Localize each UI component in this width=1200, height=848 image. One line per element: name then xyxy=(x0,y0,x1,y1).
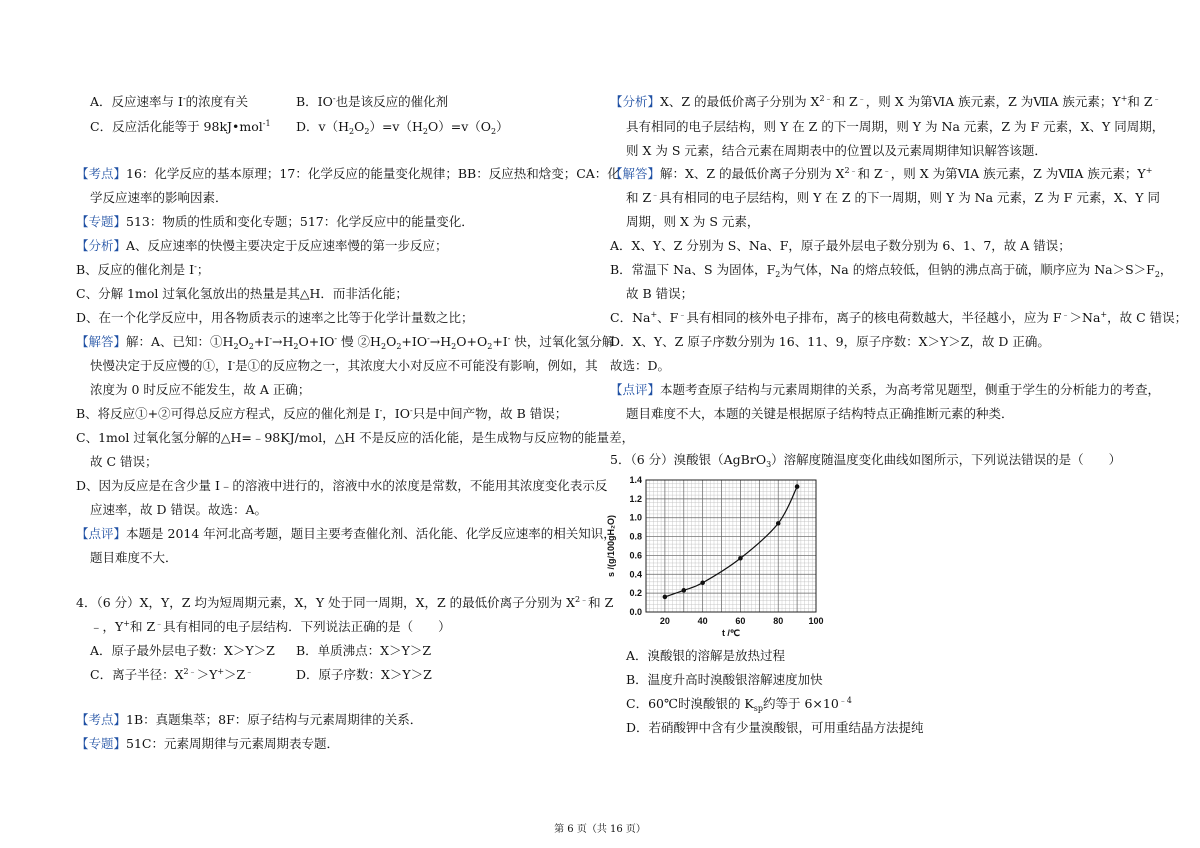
text: ，则 X 为第ⅥA 族元素，Z 为ⅦA 族元素；Y xyxy=(890,166,1146,181)
sup: ﹣ xyxy=(857,94,866,103)
text: B．常温下 Na、S 为固体，F xyxy=(610,262,776,277)
sup: 2﹣ xyxy=(819,94,833,103)
sup: ﹣ xyxy=(1152,94,1161,103)
q4-kaodian xyxy=(76,712,422,728)
y-tick-label: 1.4 xyxy=(629,475,642,485)
r-jieda-b-1 xyxy=(610,262,1172,278)
page-footer: 第 6 页（共 16 页） xyxy=(554,824,646,835)
sup: 2﹣ xyxy=(844,166,858,175)
text: 和 Z xyxy=(857,166,883,181)
text: 5．（6 分）溴酸银（AgBrO xyxy=(610,452,767,467)
text: ，Y xyxy=(102,619,124,634)
text: ）=v（H xyxy=(369,119,423,134)
sub: 2 xyxy=(293,342,299,351)
jieda-line-7: D、因为反应是在含少量 I﹣的溶液中进行的，溶液中水的浓度是常数，不能用其浓度变化表示反 xyxy=(76,478,608,493)
jieda-line-6: 故 C 错误； xyxy=(90,454,158,469)
jieda-line-4 xyxy=(76,406,567,422)
text: 、F xyxy=(657,310,679,325)
r-jieda-d: D．X、Y、Z 原子序数分别为 16、11、9，原子序数：X＞Y＞Z，故 D 正确。 xyxy=(610,334,1050,349)
fenxi-line-3: C、分解 1mol 过氧化氢放出的热量是其△H．而非活化能； xyxy=(76,286,408,301)
tag: 【点评】 xyxy=(76,526,127,541)
sup: 2﹣ xyxy=(183,667,197,676)
zhuanti-line xyxy=(76,214,474,230)
q4-stem-1 xyxy=(76,595,613,611)
text: 为气体，Na 的熔点较低，但钠的沸点高于硫，顺序应为 Na＞S＞F xyxy=(780,262,1155,277)
data-point xyxy=(663,595,668,600)
text: C．反应活化能等于 98kJ•mol xyxy=(90,119,263,134)
kaodian-line-1 xyxy=(76,166,620,182)
q4-zhuanti xyxy=(76,736,339,752)
q3-option-c xyxy=(90,119,271,135)
y-tick-label: 0.0 xyxy=(629,607,642,617)
x-tick-label: 20 xyxy=(659,616,670,626)
r-fenxi-line-3: 则 X 为 S 元素，结合元素在周期表中的位置以及元素周期律知识解答该题． xyxy=(626,143,1047,158)
sub: sp xyxy=(753,704,763,713)
text: 解：X、Z 的最低价离子分别为 X xyxy=(660,166,845,181)
q3-option-d xyxy=(296,119,509,135)
fenxi-line-4: D、在一个化学反应中，用各物质表示的速率之比等于化学计量数之比； xyxy=(76,310,474,325)
text: 快，过氧化氢分解 xyxy=(510,334,615,349)
text: ＞Y xyxy=(196,667,218,682)
x-tick-label: 100 xyxy=(808,616,824,626)
text: 约等于 6×10 xyxy=(763,696,839,711)
sup: + xyxy=(217,667,225,676)
text: 4．（6 分）X，Y，Z 均为短周期元素，X，Y 处于同一周期，X，Z 的最低价离子分别为 X xyxy=(76,595,575,610)
text: X、Z 的最低价离子分别为 X xyxy=(660,94,820,109)
plot-frame xyxy=(646,480,816,612)
text: 本题是 2014 年河北高考题，题目主要考查催化剂、活化能、化学反应速率的相关知识， xyxy=(126,526,616,541)
text: 是①的反应物之一，其浓度大小对反应不可能没有影响，例如，其 xyxy=(235,358,598,373)
r-jieda-line-3: 周期，则 X 为 S 元素， xyxy=(626,214,760,229)
text: B．IO xyxy=(296,94,333,109)
text: +I xyxy=(253,334,270,349)
sup: - xyxy=(427,334,430,343)
text: A．反应速率与 I xyxy=(90,94,183,109)
sup: + xyxy=(1145,166,1153,175)
y-tick-label: 1.2 xyxy=(629,493,642,504)
q4-option-b: B．单质沸点：X＞Y＞Z xyxy=(296,643,432,658)
text: D．v（H xyxy=(296,119,349,134)
text: O xyxy=(386,334,397,349)
sup: - xyxy=(332,94,336,103)
text: O xyxy=(354,119,365,134)
text: 513：物质的性质和变化专题；517：化学反应中的能量变化． xyxy=(126,214,474,229)
text: A、反应速率的快慢主要决定于反应速率慢的第一步反应； xyxy=(126,238,448,253)
q5-option-a: A．溴酸银的溶解是放热过程 xyxy=(626,648,786,663)
y-tick-label: 0.8 xyxy=(629,531,642,542)
y-tick-label: 0.4 xyxy=(629,569,642,580)
data-point xyxy=(700,580,705,585)
sub: 2 xyxy=(491,127,497,136)
sup: + xyxy=(1100,310,1108,319)
text: 具有相同的电子层结构．下列说法正确的是（ ） xyxy=(163,619,451,634)
sub: 2 xyxy=(396,342,402,351)
chart-grid xyxy=(646,480,816,612)
tag: 【考点】 xyxy=(76,712,127,727)
text: 和 Z xyxy=(129,619,156,634)
y-tick-label: 0.6 xyxy=(629,550,642,561)
sub: 2 xyxy=(233,342,239,351)
x-tick-labels xyxy=(660,616,824,626)
r-jieda-a: A．X、Y、Z 分别为 S、Na、F，原子最外层电子数分别为 6、1、7，故 A 错误； xyxy=(610,238,1071,253)
tag: 【分析】 xyxy=(76,238,127,253)
text: ，则 X 为第ⅥA 族元素，Z 为ⅦA 族元素；Y xyxy=(865,94,1121,109)
sub: 2 xyxy=(487,342,493,351)
y-tick-label: 1.0 xyxy=(629,512,642,523)
r-jieda-line-2 xyxy=(626,190,1160,206)
r-jieda-c xyxy=(610,310,1187,326)
text: ）溶解度随温度变化曲线如图所示，下列说法错误的是（ ） xyxy=(771,452,1122,467)
text: O+O xyxy=(456,334,488,349)
text: 具有相同的电子层结构，则 Y 在 Z 的下一周期，则 Y 为 Na 元素，Z 为 F 元素，X、Y 同 xyxy=(659,190,1160,205)
sub: 2 xyxy=(349,127,355,136)
y-axis-label: s /(g/100gH₂O) xyxy=(606,514,616,578)
solubility-curve xyxy=(665,487,797,597)
sup: - xyxy=(232,358,236,367)
fenxi-line-2 xyxy=(76,262,209,278)
solubility-chart xyxy=(600,470,830,640)
text: ，故 C 错误； xyxy=(1107,310,1188,325)
sup: -1 xyxy=(262,119,271,128)
x-tick-label: 80 xyxy=(773,616,784,626)
sup: ﹣ xyxy=(651,190,660,199)
dianping-line-1 xyxy=(76,526,616,542)
dianping-line-2: 题目难度不大． xyxy=(90,550,178,565)
jieda-line-8: 应速率，故 D 错误。故选：A。 xyxy=(90,502,267,517)
tag: 【考点】 xyxy=(76,166,127,181)
r-fenxi-line-1 xyxy=(610,94,1161,110)
sup: + xyxy=(650,310,658,319)
text: 和 Z xyxy=(626,190,652,205)
text: ，IO xyxy=(382,406,410,421)
sub: 3 xyxy=(766,460,772,469)
text: 和 Z xyxy=(832,94,858,109)
text: C．60℃时溴酸银的 K xyxy=(626,696,754,711)
data-point xyxy=(776,521,781,526)
sub: 2 xyxy=(248,342,254,351)
q5-option-c xyxy=(626,696,852,712)
text: 解：A、已知：①H xyxy=(126,334,234,349)
sub: 2 xyxy=(1154,270,1160,279)
sup: - xyxy=(334,334,338,343)
sup: ﹣ xyxy=(1061,310,1070,319)
tag: 【分析】 xyxy=(610,94,661,109)
text: 慢 ②H xyxy=(337,334,381,349)
y-tick-labels xyxy=(629,475,642,617)
text: O）=v（O xyxy=(427,119,491,134)
sup: - xyxy=(409,406,413,415)
sup: ﹣ xyxy=(155,619,164,628)
text: +I xyxy=(492,334,508,349)
fenxi-line-1 xyxy=(76,238,448,254)
sup: - xyxy=(182,94,186,103)
text: ； xyxy=(196,262,210,277)
text: 16：化学反应的基本原理；17：化学反应的能量变化规律；BB：反应热和焓变；CA：化 xyxy=(126,166,620,181)
r-fenxi-line-2: 具有相同的电子层结构，则 Y 在 Z 的下一周期，则 Y 为 Na 元素，Z 为 F 元素，X、Y 同周期， xyxy=(626,119,1165,134)
tag: 【专题】 xyxy=(76,214,127,229)
tag: 【解答】 xyxy=(610,166,661,181)
data-point xyxy=(738,556,743,561)
text: ， xyxy=(1159,262,1173,277)
text: 1B：真题集萃；8F：原子结构与元素周期律的关系． xyxy=(126,712,423,727)
text: ＞Z xyxy=(224,667,246,682)
text: →H xyxy=(429,334,452,349)
text: ＞Na xyxy=(1069,310,1101,325)
sup: ﹣ xyxy=(882,166,891,175)
r-dianping-line-1 xyxy=(610,382,1160,398)
sub: 2 xyxy=(380,342,387,351)
q4-option-a: A．原子最外层电子数：X＞Y＞Z xyxy=(90,643,275,658)
text: B、反应的催化剂是 I xyxy=(76,262,195,277)
text: 具有相同的核外电子排布，离子的核电荷数越大，半径越小，应为 F xyxy=(686,310,1062,325)
sub: 2 xyxy=(775,270,781,279)
r-jieda-b-2: 故 B 错误； xyxy=(626,286,694,301)
tag: 【专题】 xyxy=(76,736,127,751)
tag: 【解答】 xyxy=(76,334,127,349)
r-jieda-line-1 xyxy=(610,166,1152,182)
text: 和 Z xyxy=(588,595,614,610)
jieda-line-3: 浓度为 0 时反应不能发生，故 A 正确； xyxy=(90,382,311,397)
text: 也是该反应的催化剂 xyxy=(335,94,449,109)
text: 51C：元素周期律与元素周期表专题． xyxy=(126,736,339,751)
q4-stem-2 xyxy=(90,619,451,635)
text: ） xyxy=(496,119,509,134)
sup: ﹣4 xyxy=(838,696,852,705)
q5-option-b: B．温度升高时溴酸银溶解速度加快 xyxy=(626,672,823,687)
sup: - xyxy=(194,262,197,271)
q5-option-d: D．若硝酸钾中含有少量溴酸银，可用重结晶方法提纯 xyxy=(626,720,924,735)
sup: + xyxy=(1120,94,1128,103)
text: 本题考查原子结构与元素周期律的关系，为高考常见题型，侧重于学生的分析能力的考查， xyxy=(660,382,1161,397)
text: 的浓度有关 xyxy=(185,94,249,109)
data-point xyxy=(681,588,686,593)
text: +IO xyxy=(401,334,428,349)
text: →H xyxy=(272,334,294,349)
text: O xyxy=(238,334,249,349)
x-axis-label: t /℃ xyxy=(721,628,741,638)
sup: - xyxy=(507,334,511,343)
data-point xyxy=(795,484,800,489)
jieda-line-2 xyxy=(90,358,598,374)
text: O+IO xyxy=(298,334,335,349)
sup: 2﹣ xyxy=(575,595,589,604)
sup: - xyxy=(269,334,273,343)
text: 和 Z xyxy=(1127,94,1153,109)
q3-option-b xyxy=(296,94,448,110)
kaodian-line-2: 学反应速率的影响因素． xyxy=(90,190,228,205)
r-dianping-line-2: 题目难度不大，本题的关键是根据原子结构特点正确推断元素的种类． xyxy=(626,406,1014,421)
sub: 2 xyxy=(451,342,457,351)
sup: - xyxy=(379,406,383,415)
sub: 2 xyxy=(422,127,428,136)
sup: ﹣ xyxy=(245,667,254,676)
jieda-line-5: C、1mol 过氧化氢分解的△H=﹣98KJ/mol，△H 不是反应的活化能，是生成物与反应物的能量差， xyxy=(76,430,635,445)
sup: ﹣ xyxy=(678,310,687,319)
tag: 【点评】 xyxy=(610,382,661,397)
y-tick-label: 0.2 xyxy=(629,588,642,599)
text: B、将反应①+②可得总反应方程式，反应的催化剂是 I xyxy=(76,406,380,421)
x-tick-label: 40 xyxy=(697,616,708,626)
sup: + xyxy=(123,619,130,628)
r-jieda-answer: 故选：D。 xyxy=(610,358,671,373)
text: C．离子半径：X xyxy=(90,667,184,682)
text: ﹣ xyxy=(90,619,103,634)
text: 快慢决定于反应慢的①，I xyxy=(90,358,233,373)
jieda-line-1 xyxy=(76,334,614,350)
sub: 2 xyxy=(364,127,370,136)
q3-option-a xyxy=(90,94,248,110)
q4-option-d: D．原子序数：X＞Y＞Z xyxy=(296,667,432,682)
x-tick-label: 60 xyxy=(735,616,746,626)
q5-stem xyxy=(610,452,1121,468)
text: 只是中间产物，故 B 错误； xyxy=(412,406,568,421)
q4-option-c xyxy=(90,667,253,683)
text: C．Na xyxy=(610,310,651,325)
